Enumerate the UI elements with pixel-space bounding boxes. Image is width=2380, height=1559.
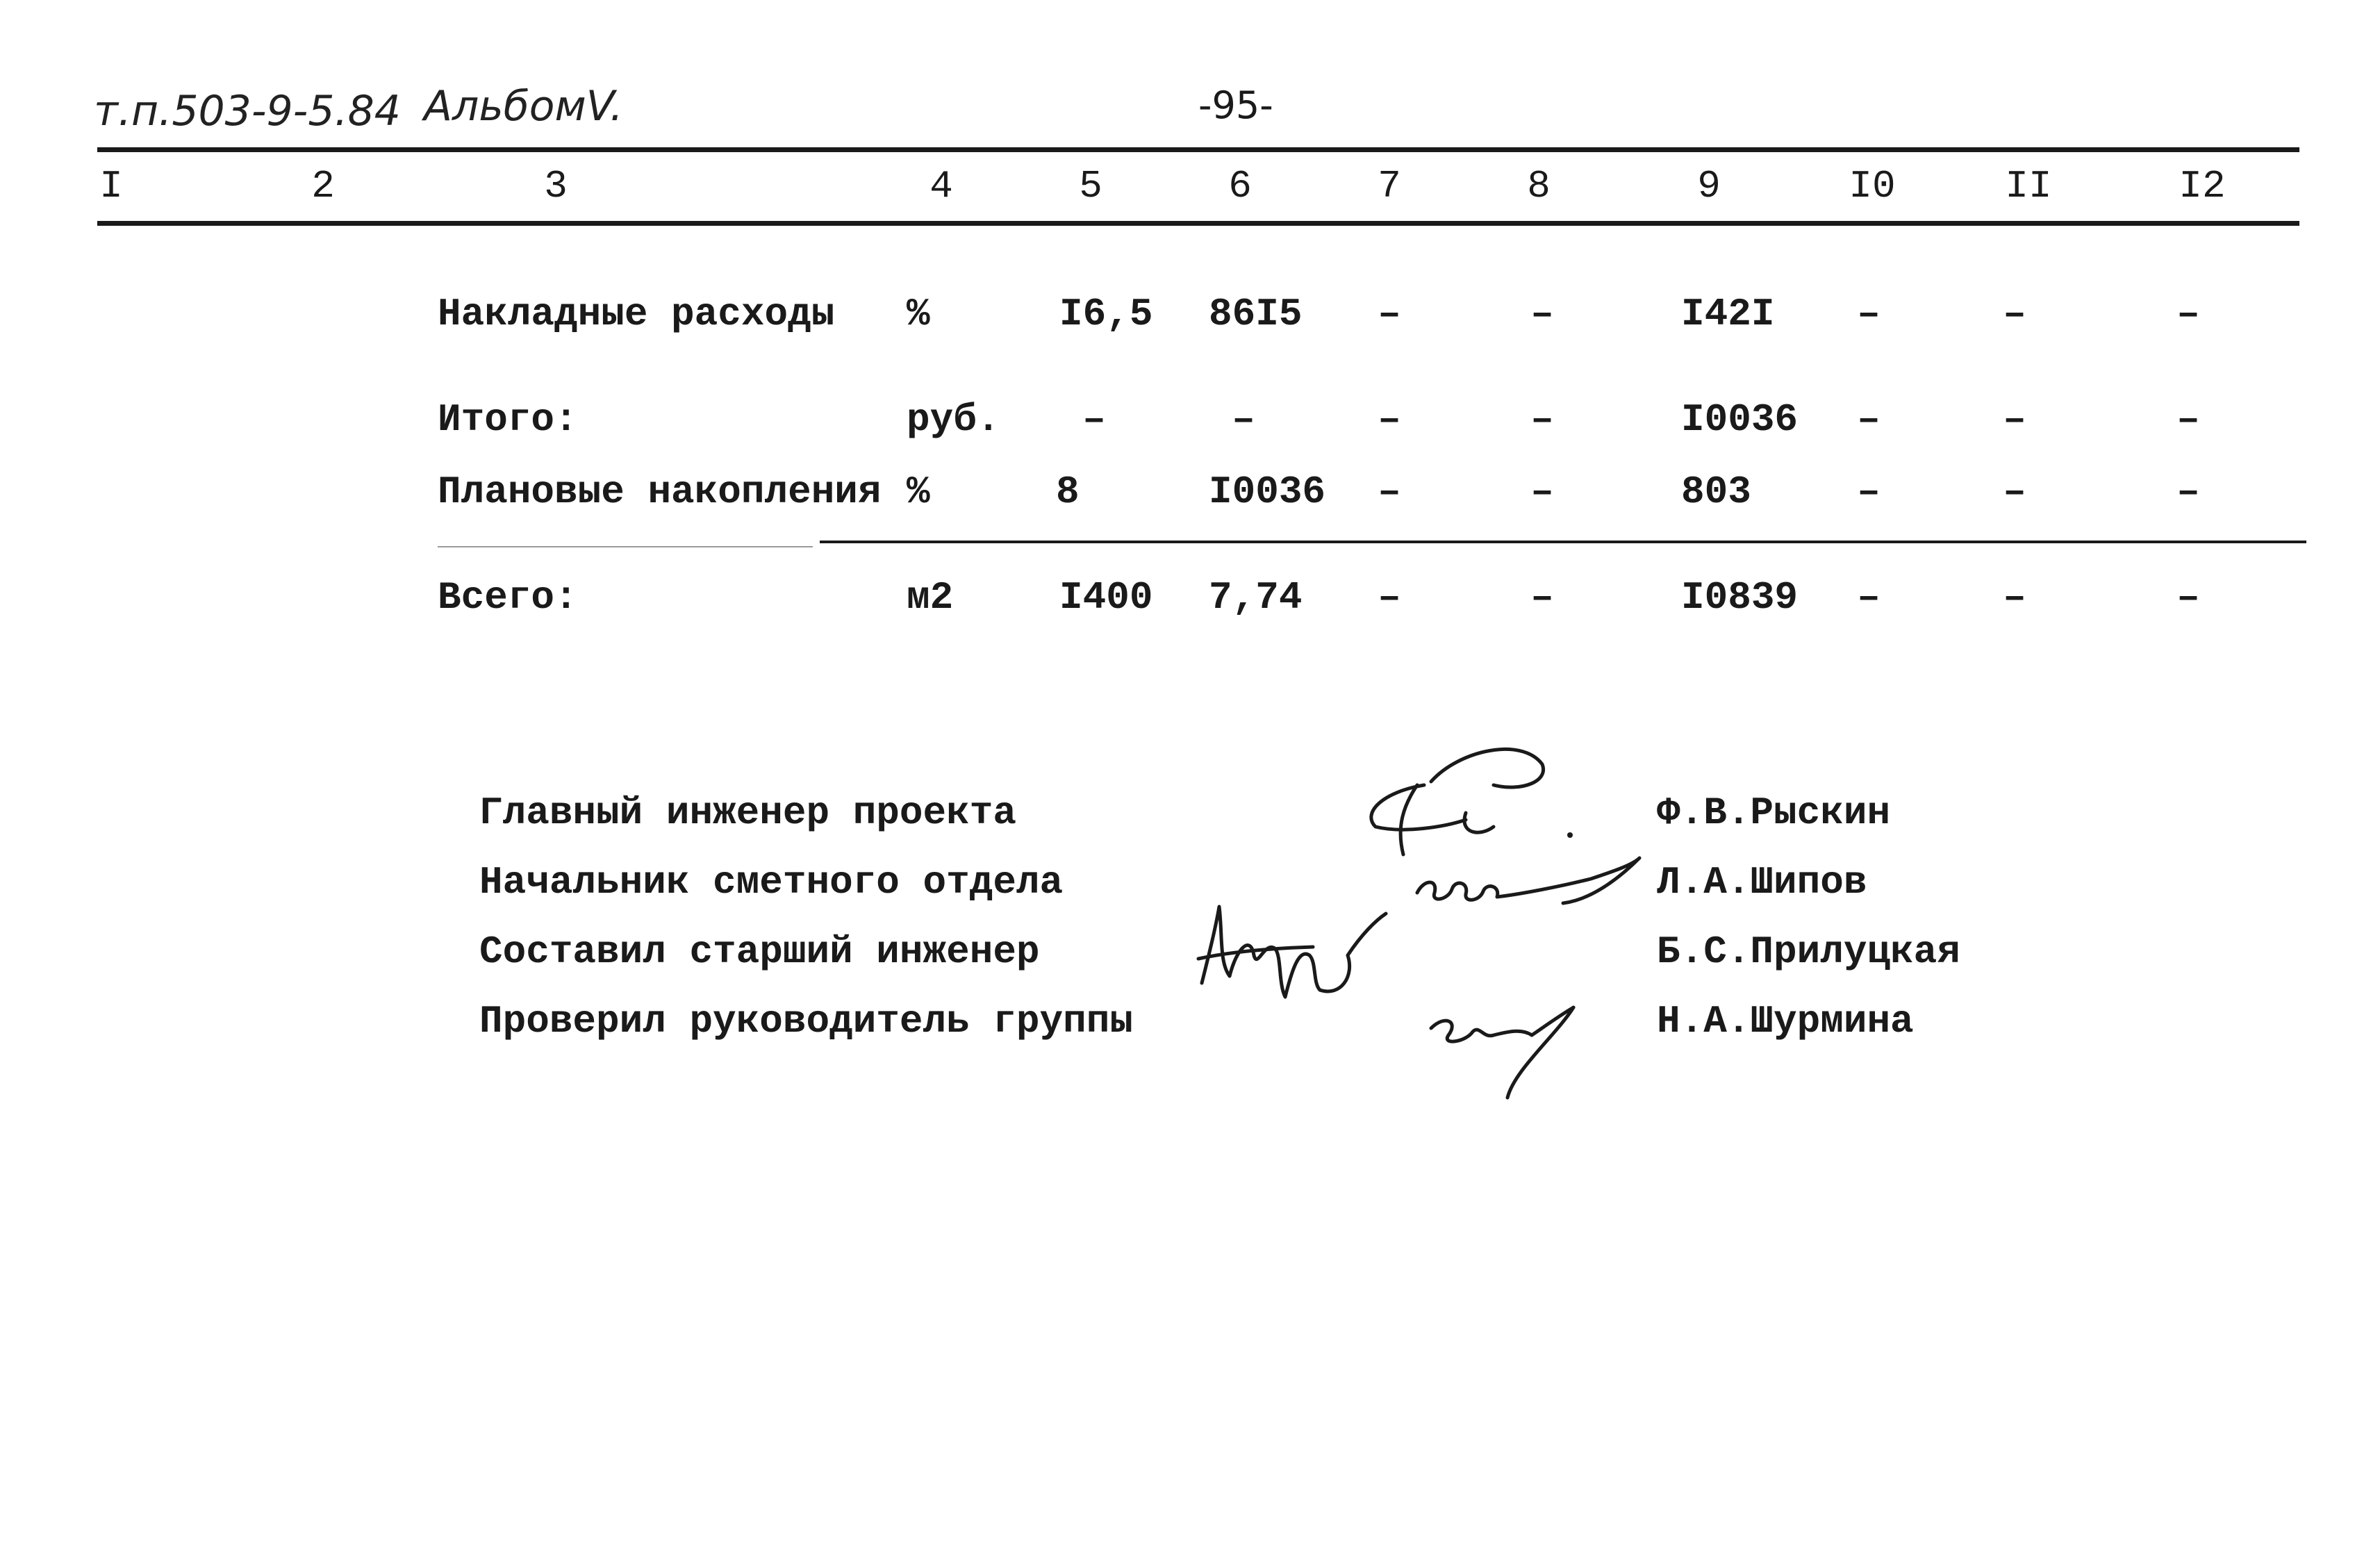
signature-name: Б.С.Прилуцкая (1657, 930, 1960, 974)
column-number: 9 (1697, 164, 1721, 208)
row-col8: – (1530, 292, 1554, 336)
row-col8: – (1530, 397, 1554, 442)
signature-mark-shurmina (1417, 993, 1612, 1105)
column-number: 7 (1378, 164, 1401, 208)
row-col6: 7,74 (1209, 575, 1303, 620)
signature-name: Н.А.Шурмина (1657, 999, 1914, 1044)
column-number: 2 (311, 164, 335, 208)
signature-title: Главный инженер проекта (479, 791, 1016, 835)
column-number: I (99, 164, 123, 208)
column-number: II (2005, 164, 2052, 208)
row-col11: – (2003, 575, 2026, 620)
column-number: I2 (2179, 164, 2226, 208)
row-col7: – (1378, 575, 1401, 620)
row-col6: 86I5 (1209, 292, 1303, 336)
row-col12: – (2176, 397, 2200, 442)
signature-mark-prilutskaya (1188, 893, 1396, 1018)
signature-title: Составил старший инженер (479, 930, 1040, 974)
row-label: Накладные расходы (438, 292, 835, 336)
signature-title: Начальник сметного отдела (479, 860, 1064, 905)
signature-mark-shipov (1410, 851, 1646, 927)
row-unit: руб. (907, 397, 1000, 442)
row-col9: I0839 (1681, 575, 1799, 620)
row-label: Итого: (438, 397, 578, 442)
row-col7: – (1378, 397, 1401, 442)
row-unit: м2 (907, 575, 954, 620)
column-number: 4 (929, 164, 953, 208)
row-col9: I0036 (1681, 397, 1799, 442)
row-col9: 803 (1681, 470, 1751, 514)
album-label: АльбомV. (424, 82, 623, 131)
row-col7: – (1378, 292, 1401, 336)
row-col10: – (1857, 292, 1881, 336)
row-col12: – (2176, 575, 2200, 620)
row-col8: – (1530, 575, 1554, 620)
column-number: 6 (1228, 164, 1252, 208)
page-number: -95- (1198, 83, 1273, 127)
project-code: т.п.503-9-5.84 (94, 87, 401, 135)
signature-mark-ryskin (1362, 743, 1612, 868)
column-number: 5 (1079, 164, 1102, 208)
row-col11: – (2003, 292, 2026, 336)
row-unit: % (907, 470, 930, 514)
row-col10: – (1857, 575, 1881, 620)
column-number: 3 (544, 164, 568, 208)
row-col5: I6,5 (1059, 292, 1153, 336)
table-header-bottom-rule (97, 221, 2299, 226)
row-col7: – (1378, 470, 1401, 514)
row-unit: % (907, 292, 930, 336)
row-col11: – (2003, 397, 2026, 442)
row-col6: I0036 (1209, 470, 1326, 514)
total-separator-rule-faint (438, 546, 813, 547)
total-separator-rule (820, 541, 2306, 543)
table-top-rule (97, 147, 2299, 152)
signature-title: Проверил руководитель группы (479, 999, 1133, 1044)
row-col10: – (1857, 397, 1881, 442)
row-col5: I400 (1059, 575, 1153, 620)
row-label: Всего: (438, 575, 578, 620)
signature-name: Ф.В.Рыскин (1657, 791, 1891, 835)
row-col12: – (2176, 470, 2200, 514)
row-col5: 8 (1056, 470, 1080, 514)
row-col10: – (1857, 470, 1881, 514)
row-label: Плановые накопления (438, 470, 882, 514)
row-col11: – (2003, 470, 2026, 514)
column-number: 8 (1527, 164, 1551, 208)
row-col5: – (1082, 397, 1106, 442)
row-col9: I42I (1681, 292, 1775, 336)
signature-name: Л.А.Шипов (1657, 860, 1867, 905)
row-col12: – (2176, 292, 2200, 336)
column-number: I0 (1849, 164, 1896, 208)
row-col6: – (1232, 397, 1255, 442)
row-col8: – (1530, 470, 1554, 514)
